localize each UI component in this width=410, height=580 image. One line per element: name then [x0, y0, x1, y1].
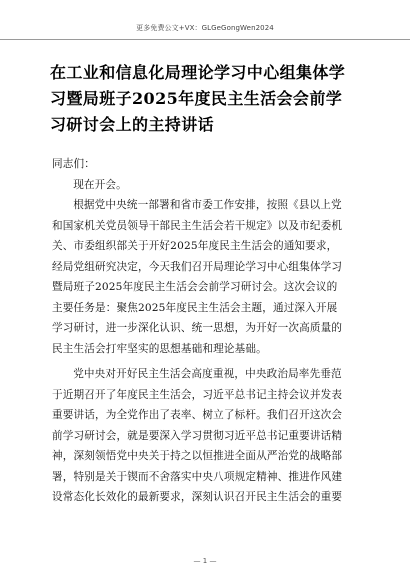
header-promo-text: 更多免费公文+VX：GLGeGongWen2024 — [136, 24, 274, 32]
page-number: — 1 — — [193, 557, 217, 565]
document-title — [50, 60, 360, 138]
title-line: 在工业和信息化局理论学习中心组集体学 — [50, 63, 346, 82]
title-line: 习研讨会上的主持讲话 — [50, 115, 215, 134]
body-line: 关、市委组织部关于开好2025年度民主生活会的通知要求， — [52, 240, 338, 252]
body-line: 经局党组研究决定，今天我们召开局理论学习中心组集体学习 — [52, 260, 343, 273]
body-line: 现在开会。 — [73, 178, 127, 191]
body-line: 设常态化长效化的最新要求，深刻认识召开民主生活会的重要 — [52, 491, 343, 503]
document-body — [52, 154, 362, 508]
body-line: 主要任务是：聚焦2025年度民主生活会主题，通过深入开展 — [52, 301, 338, 314]
body-line: 署，特别是关于锲而不舍落实中央八项规定精神、推进作风建 — [52, 470, 343, 483]
body-line: 根据党中央统一部署和省市委工作安排，按照《县以上党 — [73, 199, 342, 211]
body-line: 神，深刻领悟党中央关于持之以恒推进全面从严治党的战略部 — [52, 450, 343, 462]
body-line: 前学习研讨会，就是要深入学习贯彻习近平总书记重要讲话精 — [52, 429, 343, 442]
page-header — [0, 0, 410, 40]
body-line: 于近期召开了年度民主生活会，习近平总书记主持会议并发表 — [52, 388, 343, 401]
body-line: 重要讲话，为全党作出了表率、树立了标杆。我们召开这次会 — [52, 409, 343, 421]
salutation: 同志们： — [52, 158, 95, 170]
body-line: 和国家机关党员领导干部民主生活会若干规定》以及市纪委机 — [52, 219, 343, 232]
title-line: 习暨局班子2025年度民主生活会会前学 — [50, 89, 343, 108]
body-line: 党中央对开好民主生活会高度重视，中央政治局率先垂范 — [73, 368, 342, 380]
body-line: 暨局班子2025年度民主生活会会前学习研讨会。这次会议的 — [52, 281, 338, 293]
body-line: 学习研讨，进一步深化认识、统一思想，为开好一次高质量的 — [52, 322, 343, 334]
body-line: 民主生活会打牢坚实的思想基础和理论基础。 — [52, 342, 267, 355]
